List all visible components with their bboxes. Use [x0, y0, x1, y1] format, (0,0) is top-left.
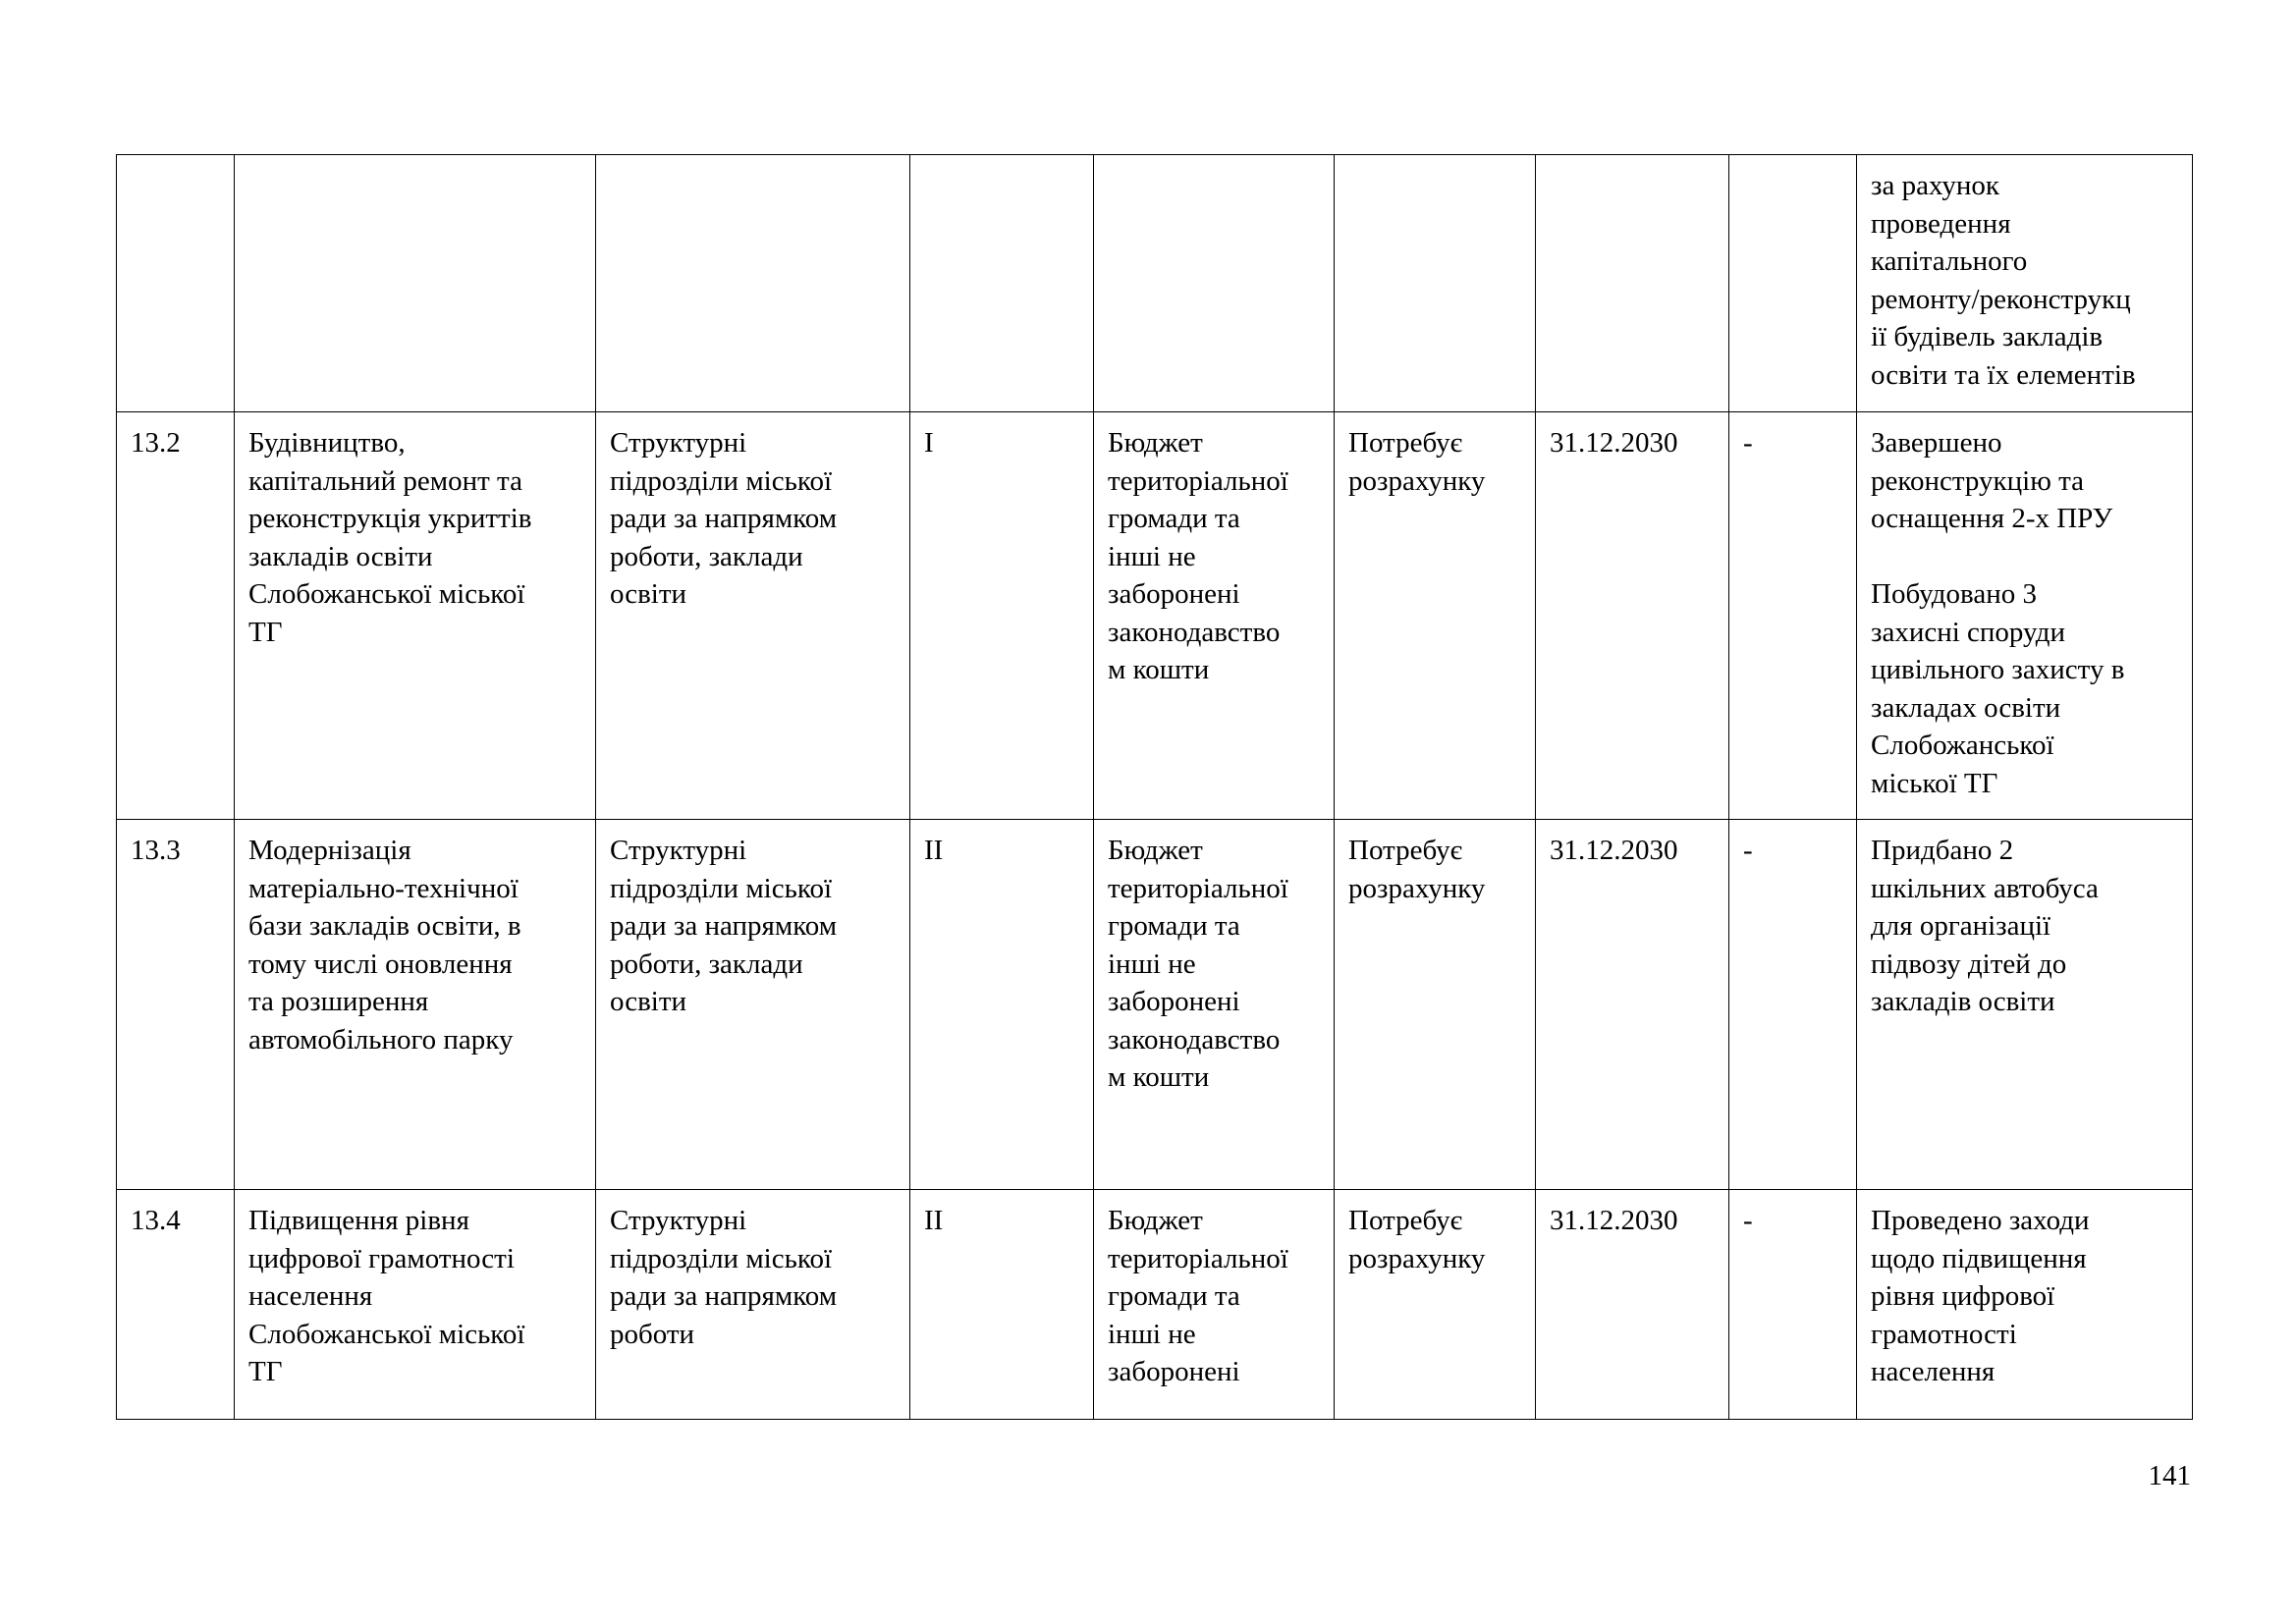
cell-text-line: ІІ: [924, 1205, 944, 1236]
cell-text-line: ради за напрямком: [610, 503, 838, 534]
cell-text-line: та розширення: [248, 986, 429, 1017]
cell-text-line: територіальної: [1108, 464, 1288, 497]
cell-text-line: громади та: [1108, 1280, 1240, 1312]
cell-text-line: бази закладів освіти, в: [248, 910, 521, 942]
cell-text-line: розрахунку: [1348, 464, 1486, 497]
cell-text-line: Слобожанської: [1871, 730, 2054, 761]
cell-text-line: інші не: [1108, 947, 1196, 980]
cell-text-line: заборонені: [1108, 578, 1240, 610]
cell-text-line: Бюджет: [1108, 1205, 1203, 1236]
cell-text-line: 31.12.2030: [1550, 835, 1678, 866]
table-cell-amount: [1335, 155, 1536, 412]
table-cell-amount: [1335, 1190, 1536, 1420]
cell-text-line: І: [924, 427, 934, 459]
cell-text-line: Структурні: [610, 835, 747, 866]
cell-text-line: Потребує: [1348, 427, 1463, 459]
cell-text-line: капітального: [1871, 245, 2028, 277]
table-cell-priority: [910, 820, 1094, 1190]
paragraph-gap: [1871, 538, 2178, 576]
cell-text-line: цивільного захисту в: [1871, 654, 2125, 685]
cell-text-line: захисні споруди: [1871, 616, 2066, 648]
cell-text-line: Завершено: [1871, 427, 2002, 459]
table-cell-measure: [235, 820, 596, 1190]
cell-text-line: за рахунок: [1871, 170, 1999, 201]
cell-text-line: шкільних автобуса: [1871, 872, 2099, 904]
table-cell-result: [1857, 820, 2193, 1190]
cell-text-line: Підвищення рівня: [248, 1205, 469, 1236]
table-cell-deadline: [1536, 412, 1729, 820]
cell-text-line: реконструкція укриттів: [248, 503, 532, 534]
cell-text-line: оснащення 2-х ПРУ: [1871, 503, 2113, 534]
table-row: [117, 820, 2193, 1190]
table-cell-num: [117, 1190, 235, 1420]
cell-text-line: для організації: [1871, 910, 2051, 942]
cell-text-line: розрахунку: [1348, 1242, 1486, 1274]
table-cell-source: [1094, 1190, 1335, 1420]
table-cell-executor: [596, 155, 910, 412]
cell-text-line: 13.4: [131, 1205, 181, 1236]
table-cell-extra: [1729, 820, 1857, 1190]
cell-text-line: автомобільного парку: [248, 1023, 514, 1056]
cell-text-line: ТГ: [248, 616, 283, 648]
cell-text-line: ії будівель закладів: [1871, 321, 2104, 352]
table-cell-measure: [235, 1190, 596, 1420]
cell-text-line: Потребує: [1348, 835, 1463, 866]
table-cell-measure: [235, 412, 596, 820]
cell-text-line: ради за напрямком: [610, 1280, 838, 1312]
table-cell-num: [117, 155, 235, 412]
table-row: [117, 155, 2193, 412]
cell-text-line: Побудовано 3: [1871, 578, 2037, 610]
cell-text-line: Проведено заходи: [1871, 1205, 2090, 1236]
table-cell-extra: [1729, 412, 1857, 820]
table-cell-source: [1094, 155, 1335, 412]
cell-text-line: територіальної: [1108, 1242, 1288, 1274]
cell-text-line: територіальної: [1108, 872, 1288, 904]
cell-text-line: 13.3: [131, 835, 181, 866]
cell-text-line: громади та: [1108, 910, 1240, 942]
cell-text-line: 31.12.2030: [1550, 427, 1678, 459]
cell-text-line: Будівництво,: [248, 427, 406, 459]
table-cell-deadline: [1536, 820, 1729, 1190]
cell-text-line: цифрової грамотності: [248, 1242, 515, 1274]
cell-text-line: громади та: [1108, 503, 1240, 534]
cell-text-line: міської ТГ: [1871, 767, 1998, 799]
cell-text-line: Слобожанської міської: [248, 578, 525, 610]
cell-text-line: -: [1743, 835, 1753, 866]
cell-text-line: розрахунку: [1348, 872, 1486, 904]
cell-text-line: капітальний ремонт та: [248, 464, 522, 497]
cell-text-line: Потребує: [1348, 1205, 1463, 1236]
cell-text-line: ремонту/реконструкц: [1871, 283, 2131, 315]
table-cell-extra: [1729, 155, 1857, 412]
cell-text-line: населення: [1871, 1356, 1995, 1387]
cell-text-line: м кошти: [1108, 1061, 1210, 1093]
table-cell-num: [117, 412, 235, 820]
cell-text-line: 13.2: [131, 427, 181, 459]
cell-text-line: закладів освіти: [248, 540, 433, 572]
cell-text-line: освіти: [610, 986, 687, 1017]
cell-text-line: освіти: [610, 578, 687, 610]
cell-text-line: Придбано 2: [1871, 835, 2014, 866]
table-cell-source: [1094, 412, 1335, 820]
table-row: [117, 412, 2193, 820]
table-cell-result: [1857, 412, 2193, 820]
cell-text-line: населення: [248, 1280, 373, 1312]
cell-text-line: ІІ: [924, 835, 944, 866]
cell-text-line: щодо підвищення: [1871, 1242, 2087, 1274]
table-cell-priority: [910, 155, 1094, 412]
cell-text-line: ТГ: [248, 1356, 283, 1387]
table-cell-priority: [910, 1190, 1094, 1420]
cell-text-line: м кошти: [1108, 654, 1210, 685]
table-cell-executor: [596, 820, 910, 1190]
cell-text-line: -: [1743, 1205, 1753, 1236]
cell-text-line: -: [1743, 427, 1753, 459]
cell-text-line: 31.12.2030: [1550, 1205, 1678, 1236]
cell-text-line: роботи, заклади: [610, 540, 803, 572]
cell-text-line: підрозділи міської: [610, 1242, 832, 1274]
table-cell-result: [1857, 1190, 2193, 1420]
cell-text-line: підрозділи міської: [610, 872, 832, 904]
table-cell-result: [1857, 155, 2193, 412]
cell-text-line: Бюджет: [1108, 835, 1203, 866]
table-cell-deadline: [1536, 1190, 1729, 1420]
cell-text-line: Структурні: [610, 427, 747, 459]
cell-text-line: інші не: [1108, 540, 1196, 572]
cell-text-line: закладів освіти: [1871, 986, 2055, 1017]
table-cell-amount: [1335, 820, 1536, 1190]
cell-text-line: заборонені: [1108, 1356, 1240, 1387]
cell-text-line: закладах освіти: [1871, 691, 2061, 724]
cell-text-line: матеріально-технічної: [248, 872, 519, 904]
cell-text-line: реконструкцію та: [1871, 464, 2085, 497]
cell-text-line: Модернізація: [248, 835, 411, 866]
table-cell-amount: [1335, 412, 1536, 820]
table-cell-deadline: [1536, 155, 1729, 412]
cell-text-line: роботи, заклади: [610, 947, 803, 980]
cell-text-line: проведення: [1871, 207, 2011, 240]
table-cell-extra: [1729, 1190, 1857, 1420]
cell-text-line: тому числі оновлення: [248, 947, 513, 980]
table-cell-executor: [596, 1190, 910, 1420]
table-cell-num: [117, 820, 235, 1190]
cell-text-line: рівня цифрової: [1871, 1280, 2055, 1312]
table-cell-measure: [235, 155, 596, 412]
cell-text-line: законодавство: [1108, 1023, 1281, 1056]
page-number: 141: [2148, 1460, 2191, 1491]
cell-text-line: заборонені: [1108, 986, 1240, 1017]
cell-text-line: роботи: [610, 1318, 695, 1350]
cell-text-line: інші не: [1108, 1318, 1196, 1350]
cell-text-line: Бюджет: [1108, 427, 1203, 459]
measures-table: [116, 154, 2193, 1420]
table-cell-executor: [596, 412, 910, 820]
table-row: [117, 1190, 2193, 1420]
cell-text-line: Структурні: [610, 1205, 747, 1236]
table-cell-source: [1094, 820, 1335, 1190]
cell-text-line: підрозділи міської: [610, 464, 832, 497]
cell-text-line: законодавство: [1108, 616, 1281, 648]
cell-text-line: Слобожанської міської: [248, 1318, 525, 1350]
cell-text-line: ради за напрямком: [610, 910, 838, 942]
cell-text-line: грамотності: [1871, 1318, 2017, 1350]
cell-text-line: освіти та їх елементів: [1871, 358, 2136, 391]
cell-text-line: підвозу дітей до: [1871, 947, 2067, 980]
table-cell-priority: [910, 412, 1094, 820]
